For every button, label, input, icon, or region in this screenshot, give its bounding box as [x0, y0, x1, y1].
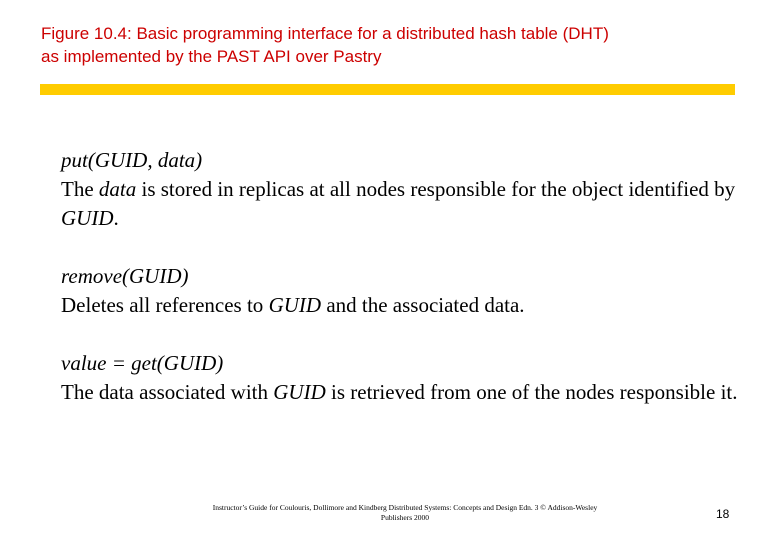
description-part: The — [61, 177, 99, 201]
api-entry-remove — [61, 262, 751, 320]
api-signature: value = get(GUID) — [61, 351, 224, 375]
page-number: 18 — [716, 507, 730, 521]
slide-title — [41, 22, 741, 68]
description-part: is retrieved from one of the nodes responsible it. — [325, 380, 738, 404]
description-part: . — [113, 206, 119, 230]
description-part: GUID — [268, 293, 322, 317]
api-signature: remove(GUID) — [61, 264, 189, 288]
description-part: data — [98, 177, 137, 201]
api-signature: put(GUID, data) — [61, 148, 203, 172]
description-part: The data associated with — [61, 380, 274, 404]
description-part: is stored in replicas at all nodes responsible for the object identified by — [136, 177, 736, 201]
footer-credit-line-1: Instructor’s Guide for Coulouris, Dollimore and Kindberg Distributed Systems: Concepts and Design Edn. 3 © Addison-Wesley — [212, 503, 598, 512]
api-list — [61, 146, 751, 407]
description-part: Deletes all references to — [61, 293, 269, 317]
title-divider-bar — [40, 84, 735, 95]
footer-credit-line-2: Publishers 2000 — [380, 513, 430, 522]
description-part: GUID — [273, 380, 326, 404]
slide-title-line-1: Figure 10.4: Basic programming interface for a distributed hash table (DHT) — [41, 24, 609, 43]
api-description — [61, 175, 751, 233]
description-part: GUID — [61, 206, 114, 230]
slide-title-line-2: as implemented by the PAST API over Pastry — [41, 47, 382, 66]
api-description — [61, 291, 751, 320]
api-description — [61, 378, 751, 407]
description-part: and the associated data. — [321, 293, 525, 317]
api-entry-get — [61, 349, 751, 407]
footer-credit — [150, 503, 660, 523]
api-entry-put — [61, 146, 751, 233]
